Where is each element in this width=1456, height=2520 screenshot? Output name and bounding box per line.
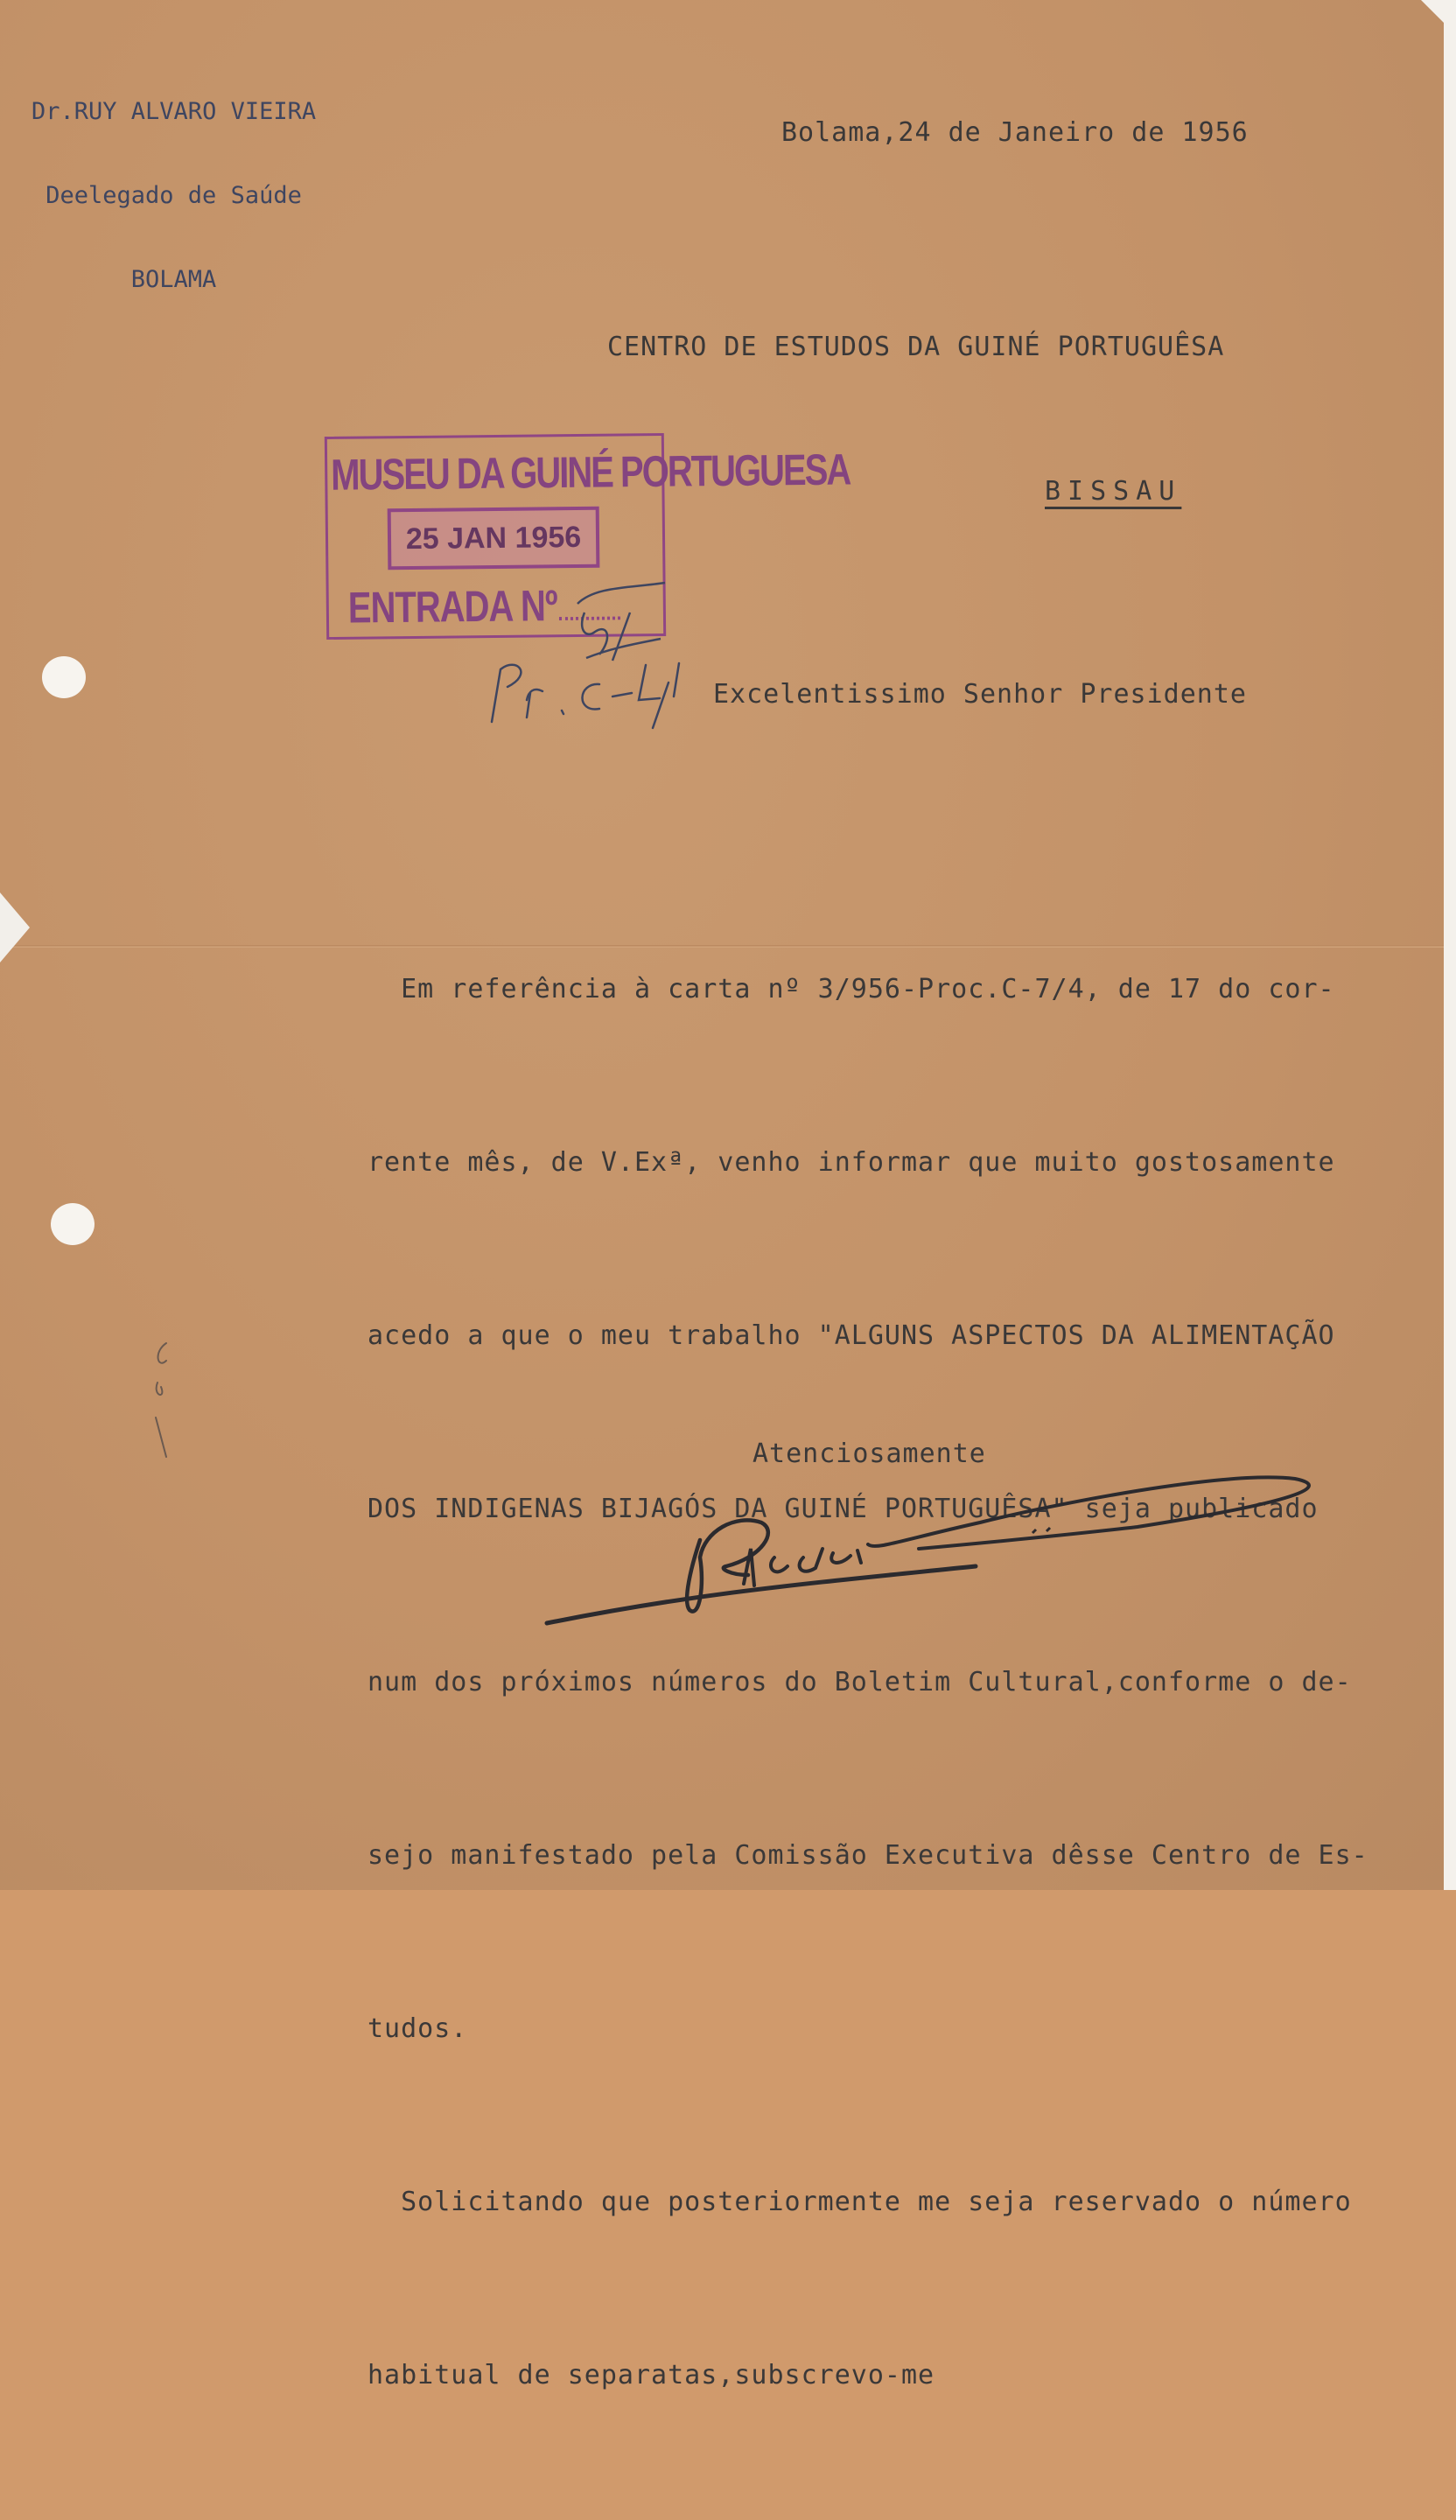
stamp-date: 25 JAN 1956 (388, 507, 600, 570)
date-line: Bolama,24 de Janeiro de 1956 (781, 117, 1249, 148)
body-line: Em referência à carta nº 3/956-Proc.C-7/4, de 17 do cor- (368, 974, 1335, 1004)
letter-body (368, 845, 1368, 2520)
sender-name: Dr.RUY ALVARO VIEIRA (32, 98, 317, 125)
stamp-entry-label: ENTRADA Nº (348, 582, 620, 634)
body-line: num dos próximos números do Boletim Cultural,conforme o de- (368, 1667, 1352, 1698)
sender-place: BOLAMA (130, 266, 217, 293)
body-line: habitual de separatas,subscrevo-me (368, 2360, 935, 2390)
stamp-institution: MUSEU DA GUINÉ PORTUGUESA (330, 445, 850, 500)
margin-pencil-mark (140, 1334, 184, 1466)
torn-corner (1421, 0, 1444, 23)
closing: Atenciosamente (752, 1438, 986, 1469)
punch-hole-bottom (51, 1203, 94, 1245)
body-line: DOS INDIGENAS BIJAGÓS DA GUINÉ PORTUGUÊSA" seja publicado (368, 1494, 1319, 1524)
sender-letterhead (32, 42, 316, 350)
addressee-organization: CENTRO DE ESTUDOS DA GUINÉ PORTUGUÊSA (607, 332, 1225, 362)
body-line: tudos. (368, 2013, 468, 2044)
body-line: acedo a que o meu trabalho "ALGUNS ASPECTOS DA ALIMENTAÇÃO (368, 1320, 1335, 1351)
body-line: Solicitando que posteriormente me seja reservado o número (368, 2187, 1352, 2217)
body-line: rente mês, de V.Exª, venho informar que muito gostosamente (368, 1147, 1335, 1178)
handwritten-reference (481, 639, 726, 735)
punch-hole-top (42, 656, 86, 698)
torn-notch (0, 892, 30, 962)
sender-title: Deelegado de Saúde (46, 182, 302, 209)
signature (525, 1435, 1348, 1636)
salutation: Excelentissimo Senhor Presidente (713, 679, 1247, 710)
addressee-city: BISSAU (1045, 476, 1182, 507)
body-line: sejo manifestado pela Comissão Executiva dêsse Centro de Es- (368, 1840, 1368, 1871)
